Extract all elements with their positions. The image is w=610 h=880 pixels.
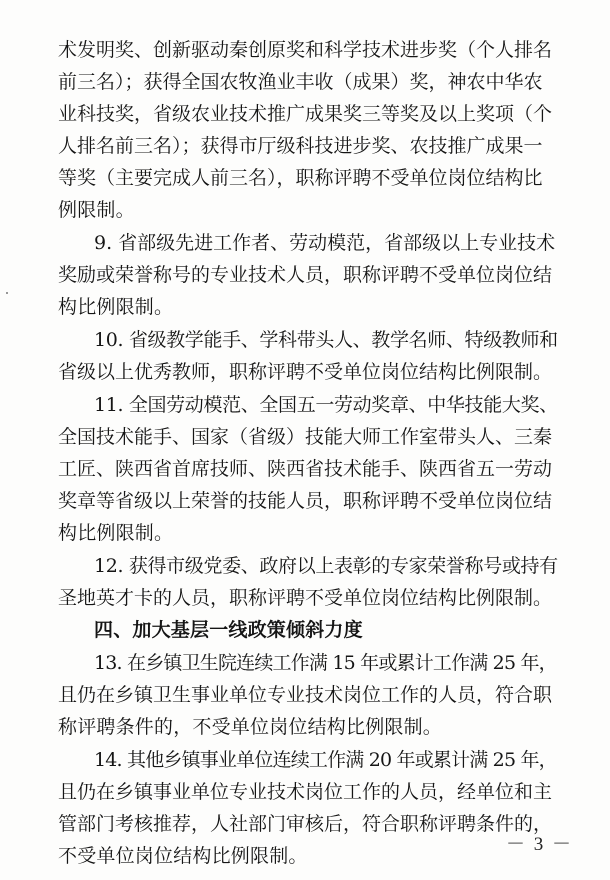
item-12-line: 圣地英才卡的人员，职称评聘不受单位岗位结构比例限制。	[58, 587, 553, 609]
section-heading: 四、加大基层一线政策倾斜力度	[94, 619, 363, 641]
item-14-line: 且仍在乡镇事业单位专业技术岗位工作的人员，经单位和主	[58, 781, 553, 803]
item-11-line: 工匠、陕西省首席技师、陕西省技术能手、陕西省五一劳动	[58, 458, 553, 480]
item-9-line: 构比例限制。	[58, 296, 174, 318]
item-13-line: 且仍在乡镇卫生事业单位专业技术岗位工作的人员，符合职	[58, 684, 553, 706]
item-12-line: 12. 获得市级党委、政府以上表彰的专家荣誉称号或持有	[94, 555, 558, 577]
item-10-line: 省级以上优秀教师，职称评聘不受单位岗位结构比例限制。	[58, 361, 553, 383]
item-10-line: 10. 省级教学能手、学科带头人、教学名师、特级教师和	[94, 329, 558, 351]
item-11-line: 全国技术能手、国家（省级）技能大师工作室带头人、三秦	[58, 426, 553, 448]
item-14-line: 不受单位岗位结构比例限制。	[58, 845, 308, 867]
item-9-line: 奖励或荣誉称号的专业技术人员，职称评聘不受单位岗位结	[58, 264, 553, 286]
scan-mark	[6, 292, 8, 294]
paragraph-line: 例限制。	[58, 199, 135, 221]
paragraph-line: 人排名前三名）；获得市厅级科技进步奖、农技推广成果一	[58, 135, 543, 157]
item-11-line: 构比例限制。	[58, 522, 174, 544]
item-13-line: 称评聘条件的，不受单位岗位结构比例限制。	[58, 716, 443, 738]
item-11-line: 11. 全国劳动模范、全国五一劳动奖章、中华技能大奖、	[94, 394, 558, 416]
paragraph-line: 等奖（主要完成人前三名），职称评聘不受单位岗位结构比	[58, 167, 543, 189]
item-9-line: 9. 省部级先进工作者、劳动模范，省部级以上专业技术	[94, 232, 556, 254]
item-11-line: 奖章等省级以上荣誉的技能人员，职称评聘不受单位岗位结	[58, 490, 553, 512]
item-14-line: 管部门考核推荐，人社部门审核后，符合职称评聘条件的，	[58, 813, 553, 835]
item-13-line: 13. 在乡镇卫生院连续工作满 15 年或累计工作满 25 年，	[94, 652, 557, 674]
item-14-line: 14. 其他乡镇事业单位连续工作满 20 年或累计满 25 年，	[94, 749, 557, 771]
paragraph-line: 前三名）；获得全国农牧渔业丰收（成果）奖，神农中华农	[58, 71, 543, 93]
paragraph-line: 业科技奖，省级农业技术推广成果奖三等奖及以上奖项（个	[58, 103, 553, 125]
paragraph-line: 术发明奖、创新驱动秦创原奖和科学技术进步奖（个人排名	[58, 39, 553, 61]
page-number: － 3 －	[506, 834, 574, 855]
